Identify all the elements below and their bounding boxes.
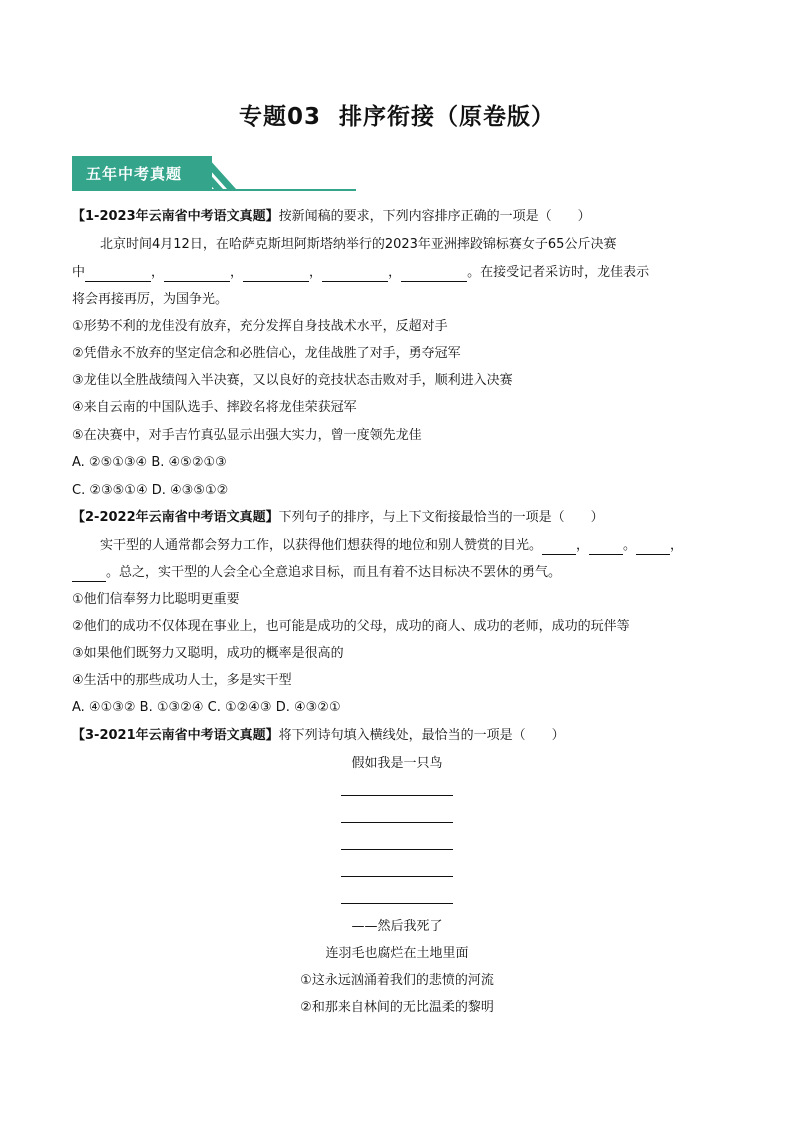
q3-item: ①这永远汹涌着我们的悲愤的河流 <box>300 973 494 988</box>
q2-item: ①他们信奉努力比聪明更重要 <box>72 592 240 607</box>
title-sub: 排序衔接（原卷版） <box>339 104 555 130</box>
title-main: 专题03 <box>238 104 321 130</box>
q1-tag: 【1-2023年云南省中考语文真题】 <box>72 209 279 224</box>
q3-tag: 【3-2021年云南省中考语文真题】 <box>72 728 279 743</box>
q1-item: ②凭借永不放弃的坚定信念和必胜信心，龙佳战胜了对手，勇夺冠军 <box>72 346 461 361</box>
q1-blank-line: 中 ， ， ， ， 。在接受记者采访时，龙佳表示 <box>72 265 650 280</box>
section-banner <box>72 156 356 192</box>
q2-options: A. ④①③② B. ①③②④ C. ①②④③ D. ④③②① <box>72 700 341 715</box>
q1-options: C. ②③⑤①④ D. ④③⑤①② <box>72 483 229 498</box>
poem-line-text: ——然后我死了 <box>351 919 443 934</box>
q2-item: ②他们的成功不仅体现在事业上，也可能是成功的父母，成功的商人、成功的老师，成功的玩伴等 <box>72 619 630 634</box>
fill-blank[interactable] <box>72 567 106 582</box>
poem-blank-line[interactable] <box>341 876 453 877</box>
q1-para-end: 将会再接再厉，为国争光。 <box>72 292 229 307</box>
q3-heading <box>72 727 565 745</box>
fill-blank[interactable] <box>636 540 670 555</box>
poem-blank-line[interactable] <box>341 795 453 796</box>
poem-blank-line[interactable] <box>341 822 453 823</box>
page-title <box>0 98 794 131</box>
fill-blank[interactable] <box>589 540 623 555</box>
poem-title: 假如我是一只鸟 <box>351 756 443 771</box>
q2-para: 实干型的人通常都会努力工作，以获得他们想获得的地位和别人赞赏的目光。 ， 。 ， <box>100 538 684 553</box>
q1-item: ③龙佳以全胜战绩闯入半决赛，又以良好的竞技状态击败对手，顺利进入决赛 <box>72 373 513 388</box>
q2-para-end: 。总之，实干型的人会全心全意追求目标，而且有着不达目标决不罢休的勇气。 <box>72 564 561 582</box>
poem-blank-line[interactable] <box>341 903 453 904</box>
banner-label: 五年中考真题 <box>86 165 183 183</box>
banner-underline <box>72 189 356 191</box>
q1-item: ④来自云南的中国队选手、摔跤名将龙佳荣获冠军 <box>72 400 357 415</box>
fill-blank[interactable] <box>401 267 467 282</box>
q2-heading <box>72 509 604 527</box>
q2-item: ④生活中的那些成功人士，多是实干型 <box>72 673 292 688</box>
q1-item: ①形势不利的龙佳没有放弃，充分发挥自身技战术水平，反超对手 <box>72 319 448 334</box>
q3-item: ②和那来自林间的无比温柔的黎明 <box>300 1000 494 1015</box>
q1-prompt: 按新闻稿的要求，下列内容排序正确的一项是（ ） <box>278 209 591 224</box>
q1-para: 北京时间4月12日，在哈萨克斯坦阿斯塔纳举行的2023年亚洲摔跤锦标赛女子65公斤决赛 <box>100 237 617 252</box>
q1-item: ⑤在决赛中，对手吉竹真弘显示出强大实力，曾一度领先龙佳 <box>72 428 422 443</box>
q2-item: ③如果他们既努力又聪明，成功的概率是很高的 <box>72 646 344 661</box>
fill-blank[interactable] <box>85 267 151 282</box>
q2-tag: 【2-2022年云南省中考语文真题】 <box>72 510 279 525</box>
q3-prompt: 将下列诗句填入横线处，最恰当的一项是（ ） <box>278 728 565 743</box>
fill-blank[interactable] <box>542 540 576 555</box>
fill-blank[interactable] <box>243 267 309 282</box>
q1-options: A. ②⑤①③④ B. ④⑤②①③ <box>72 455 227 470</box>
q1-heading <box>72 208 591 226</box>
fill-blank[interactable] <box>322 267 388 282</box>
q2-prompt: 下列句子的排序，与上下文衔接最恰当的一项是（ ） <box>278 510 604 525</box>
poem-line-text: 连羽毛也腐烂在土地里面 <box>325 946 469 961</box>
fill-blank[interactable] <box>164 267 230 282</box>
poem-blank-line[interactable] <box>341 849 453 850</box>
